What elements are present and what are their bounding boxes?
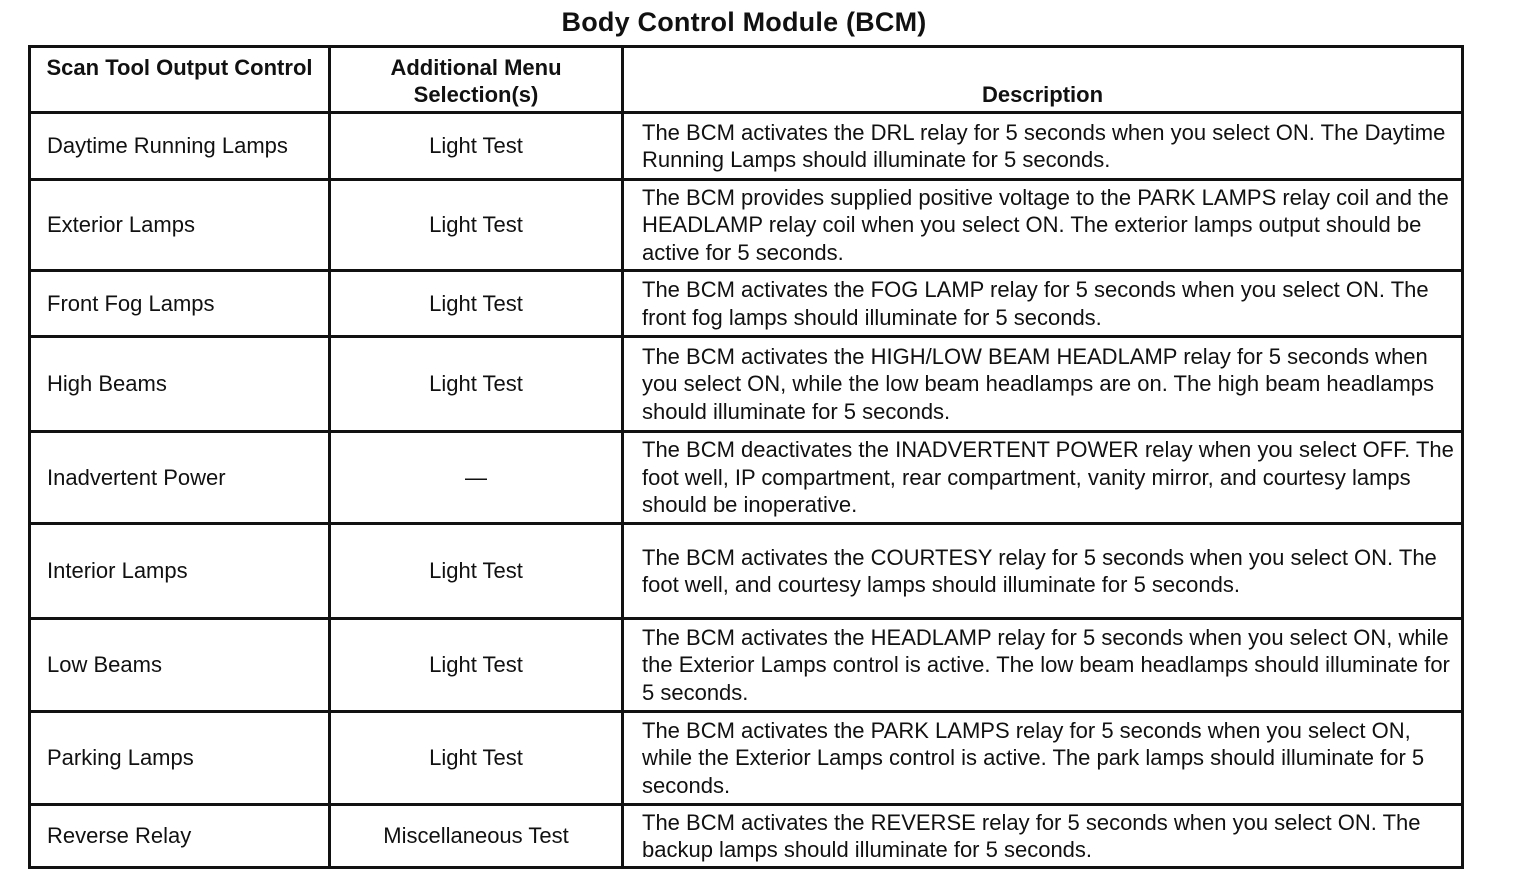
- cell-menu-selection: Light Test: [330, 337, 623, 432]
- cell-description: The BCM activates the HIGH/LOW BEAM HEADLAMP relay for 5 seconds when you select ON, while the low beam headlamps are on. The high beam headlamps should illuminate for 5 seconds.: [623, 337, 1463, 432]
- cell-control: Inadvertent Power: [30, 432, 330, 524]
- cell-description: The BCM activates the COURTESY relay for 5 seconds when you select ON. The foot well, and courtesy lamps should illuminate for 5 seconds.: [623, 524, 1463, 619]
- cell-menu-selection: Light Test: [330, 113, 623, 180]
- table-row: [30, 432, 1463, 524]
- table-row: [30, 180, 1463, 271]
- cell-control: Low Beams: [30, 619, 330, 712]
- table-row: [30, 113, 1463, 180]
- cell-control: Exterior Lamps: [30, 180, 330, 271]
- cell-description: The BCM activates the PARK LAMPS relay for 5 seconds when you select ON, while the Exterior Lamps control is active. The park lamps should illuminate for 5 seconds.: [623, 712, 1463, 805]
- table-row: [30, 271, 1463, 337]
- cell-control: Parking Lamps: [30, 712, 330, 805]
- cell-control: High Beams: [30, 337, 330, 432]
- page-title: Body Control Module (BCM): [561, 7, 927, 37]
- table-header-row: [30, 47, 1463, 113]
- cell-control: Reverse Relay: [30, 805, 330, 868]
- cell-description: The BCM deactivates the INADVERTENT POWER relay when you select OFF. The foot well, IP compartment, rear compartment, vanity mirror, and courtesy lamps should be inoperative.: [623, 432, 1463, 524]
- cell-menu-selection: —: [330, 432, 623, 524]
- cell-control: Front Fog Lamps: [30, 271, 330, 337]
- header-scan-tool-output-control: Scan Tool Output Control: [30, 47, 330, 113]
- bcm-output-control-table: [28, 45, 1464, 869]
- table-row: [30, 337, 1463, 432]
- cell-description: The BCM activates the FOG LAMP relay for 5 seconds when you select ON. The front fog lamps should illuminate for 5 seconds.: [623, 271, 1463, 337]
- cell-control: Daytime Running Lamps: [30, 113, 330, 180]
- header-description: Description: [623, 47, 1463, 113]
- cell-menu-selection: Light Test: [330, 524, 623, 619]
- table-row: [30, 619, 1463, 712]
- header-additional-menu-selections: Additional Menu Selection(s): [330, 47, 623, 113]
- cell-menu-selection: Light Test: [330, 180, 623, 271]
- table-row: [30, 524, 1463, 619]
- cell-control: Interior Lamps: [30, 524, 330, 619]
- cell-menu-selection: Light Test: [330, 619, 623, 712]
- table-row: [30, 805, 1463, 868]
- cell-description: The BCM provides supplied positive voltage to the PARK LAMPS relay coil and the HEADLAMP relay coil when you select ON. The exterior lamps output should be active for 5 seconds.: [623, 180, 1463, 271]
- cell-menu-selection: Light Test: [330, 712, 623, 805]
- cell-description: The BCM activates the DRL relay for 5 seconds when you select ON. The Daytime Running Lamps should illuminate for 5 seconds.: [623, 113, 1463, 180]
- cell-description: The BCM activates the HEADLAMP relay for 5 seconds when you select ON, while the Exterior Lamps control is active. The low beam headlamps should illuminate for 5 seconds.: [623, 619, 1463, 712]
- cell-menu-selection: Miscellaneous Test: [330, 805, 623, 868]
- table-row: [30, 712, 1463, 805]
- cell-description: The BCM activates the REVERSE relay for 5 seconds when you select ON. The backup lamps should illuminate for 5 seconds.: [623, 805, 1463, 868]
- cell-menu-selection: Light Test: [330, 271, 623, 337]
